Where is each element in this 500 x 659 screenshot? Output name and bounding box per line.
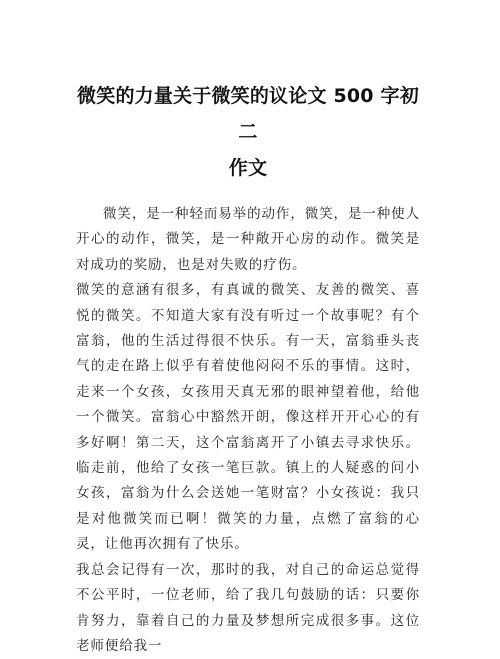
title-line-1: 微笑的力量关于微笑的议论文 500 字初二: [77, 85, 419, 143]
article-body: [76, 202, 420, 659]
paragraph-memory: 我总会记得有一次，那时的我，对自己的命运总觉得不公平时，一位老师，给了我几句鼓励的话：只要你肯努力，靠着自己的力量及梦想所完成很多事。这位老师便给我一: [76, 561, 420, 654]
paragraph-story: 微笑的意涵有很多，有真诚的微笑、友善的微笑、喜悦的微笑。不知道大家有没有听过一个故事呢？有个富翁，他的生活过得很不快乐。有一天，富翁垂头丧气的走在路上似乎有着使他闷闷不乐的事情。这时，走来一个女孩，女孩用天真无邪的眼神望着他，给他一个微笑。富翁心中豁然开朗，像这样开开心心的有多好啊！第二天，这个富翁离开了小镇去寻求快乐。临走前，他给了女孩一笔巨款。镇上的人疑惑的问小女孩，富翁为什么会送她一笔财富？小女孩说：我只是对他微笑而已啊！微笑的力量，点燃了富翁的心灵，让他再次拥有了快乐。: [76, 282, 420, 553]
document-title: [76, 78, 420, 186]
title-line-2: 作文: [228, 157, 268, 179]
paragraph-intro: 微笑，是一种轻而易举的动作，微笑，是一种使人开心的动作，微笑，是一种敞开心房的动作。微笑是对成功的奖励，也是对失败的疗伤。: [76, 206, 420, 273]
